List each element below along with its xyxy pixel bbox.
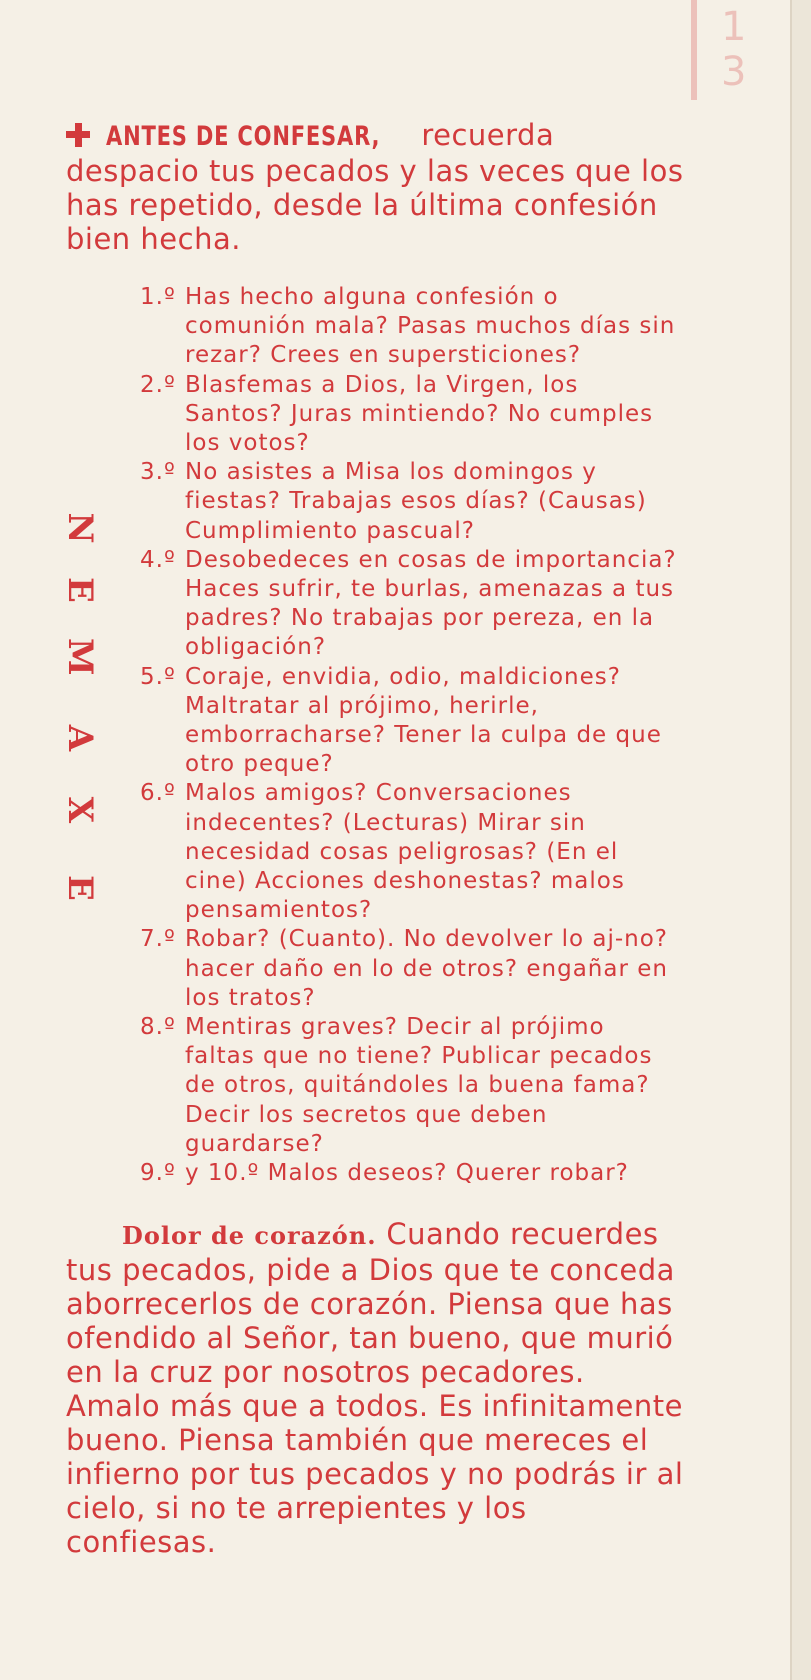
list-item	[140, 371, 680, 459]
bleed-through-marks	[631, 0, 781, 130]
examination-list	[140, 283, 680, 1188]
item-number: 5.º	[140, 663, 176, 690]
item-number: 4.º	[140, 546, 176, 573]
item-text: Blasfemas a Dios, la Virgen, los Santos? Juras mintiendo? No cumples los votos?	[185, 371, 654, 457]
svg-text:3: 3	[721, 49, 747, 95]
item-text: Coraje, envidia, odio, maldiciones? Maltratar al prójimo, herirle, emborracharse? Tener la culpa de que otro peque?	[185, 663, 662, 778]
examen-letter: X	[60, 796, 100, 824]
list-item	[140, 663, 680, 780]
red-cross-icon	[66, 123, 90, 147]
item-number: 7.º	[140, 926, 176, 953]
contrition-heading: Dolor de corazón.	[122, 1221, 377, 1250]
examen-letter: E	[60, 875, 100, 901]
examen-letter: M	[60, 638, 100, 676]
intro-heading: ANTES DE CONFESAR,	[106, 121, 381, 152]
item-text: Malos amigos? Conversaciones indecentes? (Lecturas) Mirar sin necesidad cosas peligrosas? (En el cine) Acciones deshonestas? malos pensamientos?	[185, 780, 625, 924]
item-number: 2.º	[140, 371, 176, 398]
list-item	[140, 779, 680, 925]
intro-text: recuerda despacio tus pecados y las veces que los has repetido, desde la última confesión bien hecha.	[66, 118, 684, 256]
examen-letter: N	[60, 512, 100, 544]
item-text: Mentiras graves? Decir al prójimo faltas que no tiene? Publicar pecados de otros, quitándoles la buena fama? Decir los secretos que deben guardarse?	[185, 1014, 653, 1157]
list-item	[140, 546, 680, 663]
item-number: 1.º	[140, 284, 176, 310]
page-edge	[790, 0, 811, 1680]
list-item	[140, 458, 680, 546]
item-text: Robar? (Cuanto). No devolver lo aj-no? hacer daño en lo de otros? engañar en los tratos?	[185, 926, 669, 1011]
item-number: 3.º	[140, 459, 176, 486]
list-item	[140, 1013, 680, 1159]
contrition-paragraph	[66, 1217, 686, 1559]
item-text: Has hecho alguna confesión o comunión mala? Pasas muchos días sin rezar? Crees en supersticiones?	[185, 284, 676, 369]
svg-text:1: 1	[721, 4, 747, 50]
item-number: 6.º	[140, 780, 176, 807]
list-item	[140, 1159, 680, 1188]
list-item	[140, 283, 680, 371]
item-number: 8.º	[140, 1014, 176, 1041]
examen-letter: A	[60, 724, 100, 752]
item-number: 9.º	[140, 1160, 176, 1187]
item-text: No asistes a Misa los domingos y fiestas? Trabajas esos días? (Causas) Cumplimiento pascual?	[185, 459, 647, 544]
list-item	[140, 925, 680, 1013]
contrition-text: Cuando recuerdes tus pecados, pide a Dios que te conceda aborrecerlos de corazón. Piensa que has ofendido al Señor, tan bueno, que murió en la cruz por nosotros pecadores. Amalo más que a todos. Es infinitamente bueno. Piensa también que mereces el infierno por tus pecados y no podrás ir al cielo, si no te arrepientes y los confiesas.	[66, 1217, 684, 1559]
intro-paragraph	[66, 118, 684, 256]
item-text: Desobedeces en cosas de importancia? Haces sufrir, te burlas, amenazas a tus padres? No trabajas por pereza, en la obligación?	[185, 546, 677, 661]
examen-letter: E	[60, 577, 100, 603]
item-text: y 10.º Malos deseos? Querer robar?	[185, 1160, 629, 1187]
